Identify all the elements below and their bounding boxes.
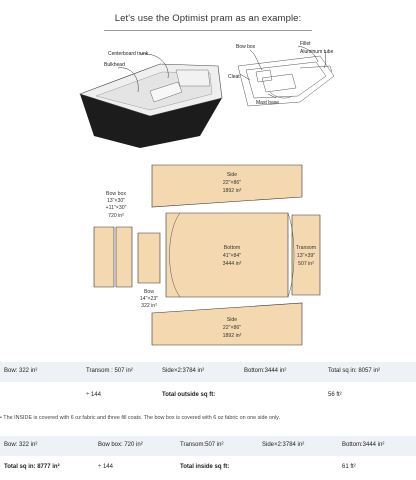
- label-cleat: Cleat: [228, 74, 240, 80]
- side-top-dims: 22"×86": [222, 180, 242, 186]
- panel-bow: [138, 233, 160, 283]
- outside-bow: Bow: 322 in²: [4, 368, 38, 374]
- outside-total: Total sq in: 8057 in²: [328, 368, 381, 374]
- inside-total-sq-in: Total sq in: 8777 in²: [4, 464, 60, 470]
- bow-box-dims: 13"×30": [106, 198, 126, 204]
- bulkhead-shape: [176, 70, 210, 86]
- bow-box-name: Bow box: [106, 191, 126, 197]
- bow-dims: 14"×23": [139, 296, 159, 302]
- bow-box-dims2: +11"×30": [105, 205, 127, 211]
- transom-name: Transom: [295, 245, 317, 251]
- outside-row-total: [0, 386, 416, 406]
- bow-box-area: 720 in²: [108, 213, 124, 219]
- inside-side: Side×2:3784 in²: [262, 442, 305, 448]
- detail-sketch: [238, 56, 334, 106]
- outside-divisor: ÷ 144: [86, 392, 101, 398]
- bottom-name: Bottom: [223, 245, 241, 251]
- inside-total-value: 61 ft²: [342, 464, 356, 470]
- inside-total-label: Total inside sq ft:: [180, 464, 230, 470]
- label-fillet: Fillet: [300, 41, 311, 47]
- transom-dims: 13"×39": [296, 253, 316, 259]
- inside-row-total: [0, 458, 416, 478]
- boat-illustration: [0, 36, 416, 156]
- inside-note: • The INSIDE is covered with 6 oz fabric and three fill coats. The bow box is covered with 6 oz fabric on one side only.: [0, 415, 280, 421]
- transom-area: 507 in²: [298, 261, 314, 267]
- label-centerboard-trunk: Centerboard trunk: [108, 51, 149, 57]
- outside-transom: Transom : 507 in²: [86, 368, 133, 374]
- outside-bottom: Bottom:3444 in²: [244, 368, 287, 374]
- bow-area: 322 in²: [141, 303, 157, 309]
- bow-name: Bow: [143, 289, 155, 295]
- side-top-name: Side: [226, 172, 238, 178]
- inside-bottom: Bottom:3444 in²: [342, 442, 385, 448]
- inside-bow: Bow: 322 in²: [4, 442, 38, 448]
- panel-bow-box-b: [116, 227, 132, 287]
- inside-divisor: ÷ 144: [98, 464, 113, 470]
- outside-total-value: 56 ft²: [328, 392, 342, 398]
- label-aluminum-tube: Aluminum tube: [300, 49, 334, 55]
- inside-row-areas: [0, 436, 416, 456]
- label-bulkhead: Bulkhead: [104, 62, 125, 68]
- outside-total-label: Total outside sq ft:: [162, 392, 216, 398]
- side-top-area: 1892 in²: [222, 188, 242, 194]
- panel-bow-box-a: [94, 227, 114, 287]
- label-mast-base: Mast base: [256, 100, 280, 106]
- bottom-dims: 41"×84": [222, 253, 242, 259]
- side-bottom-name: Side: [226, 317, 238, 323]
- title-divider: [104, 30, 312, 31]
- outside-row-areas: [0, 362, 416, 382]
- side-bottom-area: 1892 in²: [222, 333, 242, 339]
- outside-side: Side×2:3784 in²: [162, 368, 205, 374]
- inside-transom: Transom:507 in²: [180, 442, 224, 448]
- side-bottom-dims: 22"×86": [222, 325, 242, 331]
- inside-bow-box: Bow box: 720 in²: [98, 442, 143, 448]
- bottom-area: 3444 in²: [222, 261, 242, 267]
- label-bow-box: Bow box: [236, 44, 256, 50]
- page-title: Let's use the Optimist pram as an example:: [114, 13, 302, 24]
- panel-layout: [0, 155, 416, 355]
